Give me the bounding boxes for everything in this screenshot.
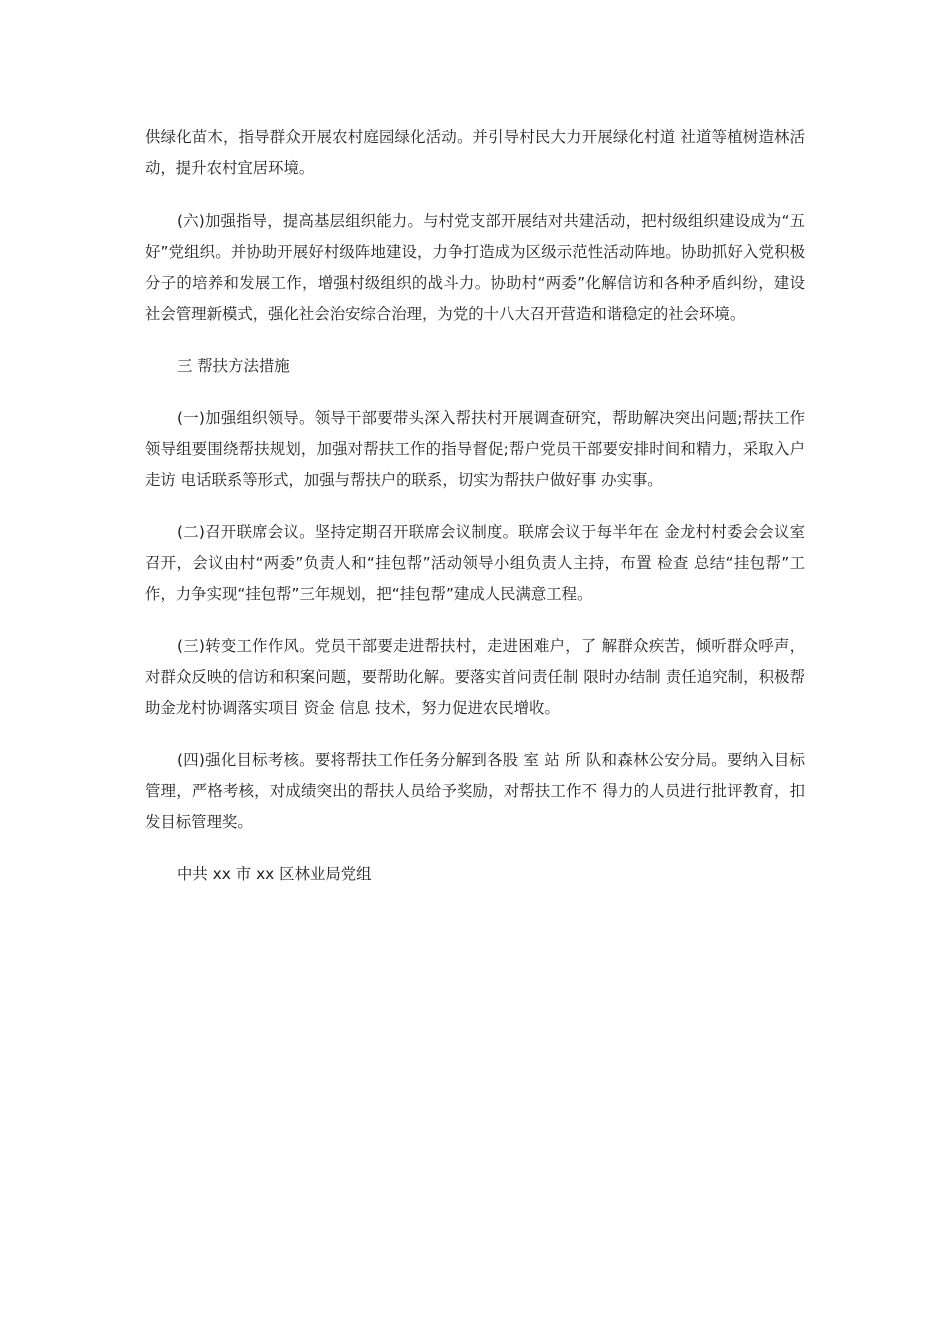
paragraph-three-work-style: (三)转变工作作风。党员干部要走进帮扶村，走进困难户，了 解群众疾苦，倾听群众呼声，对群众反映的信访和积案问题，要帮助化解。要落实首问责任制 限时办结制 责任追究制，积极帮助金龙村协调落实项目 资金 信息 技术，努力促进农民增收。	[145, 637, 805, 717]
signature-line: 中共 xx 市 xx 区林业局党组	[177, 865, 372, 883]
paragraph-one-leadership: (一)加强组织领导。领导干部要带头深入帮扶村开展调查研究，帮助解决突出问题;帮扶工作领导组要围绕帮扶规划，加强对帮扶工作的指导督促;帮户党员干部要安排时间和精力，采取入户走访 电话联系等形式，加强与帮扶户的联系，切实为帮扶户做好事 办实事。	[145, 409, 805, 489]
document-page	[145, 122, 805, 911]
paragraph-greening-continued: 供绿化苗木，指导群众开展农村庭园绿化活动。并引导村民大力开展绿化村道 社道等植树造林活动，提升农村宜居环境。	[145, 128, 805, 177]
paragraph-four-assessment: (四)强化目标考核。要将帮扶工作任务分解到各股 室 站 所 队和森林公安分局。要纳入目标管理，严格考核，对成绩突出的帮扶人员给予奖励，对帮扶工作不 得力的人员进行批评教育，扣发目标管理奖。	[145, 751, 805, 831]
section-heading-methods: 三 帮扶方法措施	[177, 357, 290, 375]
paragraph-two-joint-meeting: (二)召开联席会议。坚持定期召开联席会议制度。联席会议于每半年在 金龙村村委会会议室召开，会议由村“两委”负责人和“挂包帮”活动领导小组负责人主持，布置 检查 总结“挂包帮”工作，力争实现“挂包帮”三年规划，把“挂包帮”建成人民满意工程。	[145, 523, 805, 603]
paragraph-six-guidance: (六)加强指导，提高基层组织能力。与村党支部开展结对共建活动，把村级组织建设成为“五好”党组织。并协助开展好村级阵地建设，力争打造成为区级示范性活动阵地。协助抓好入党积极分子的培养和发展工作，增强村级组织的战斗力。协助村“两委”化解信访和各种矛盾纠纷，建设社会管理新模式，强化社会治安综合治理，为党的十八大召开营造和谐稳定的社会环境。	[145, 212, 805, 323]
